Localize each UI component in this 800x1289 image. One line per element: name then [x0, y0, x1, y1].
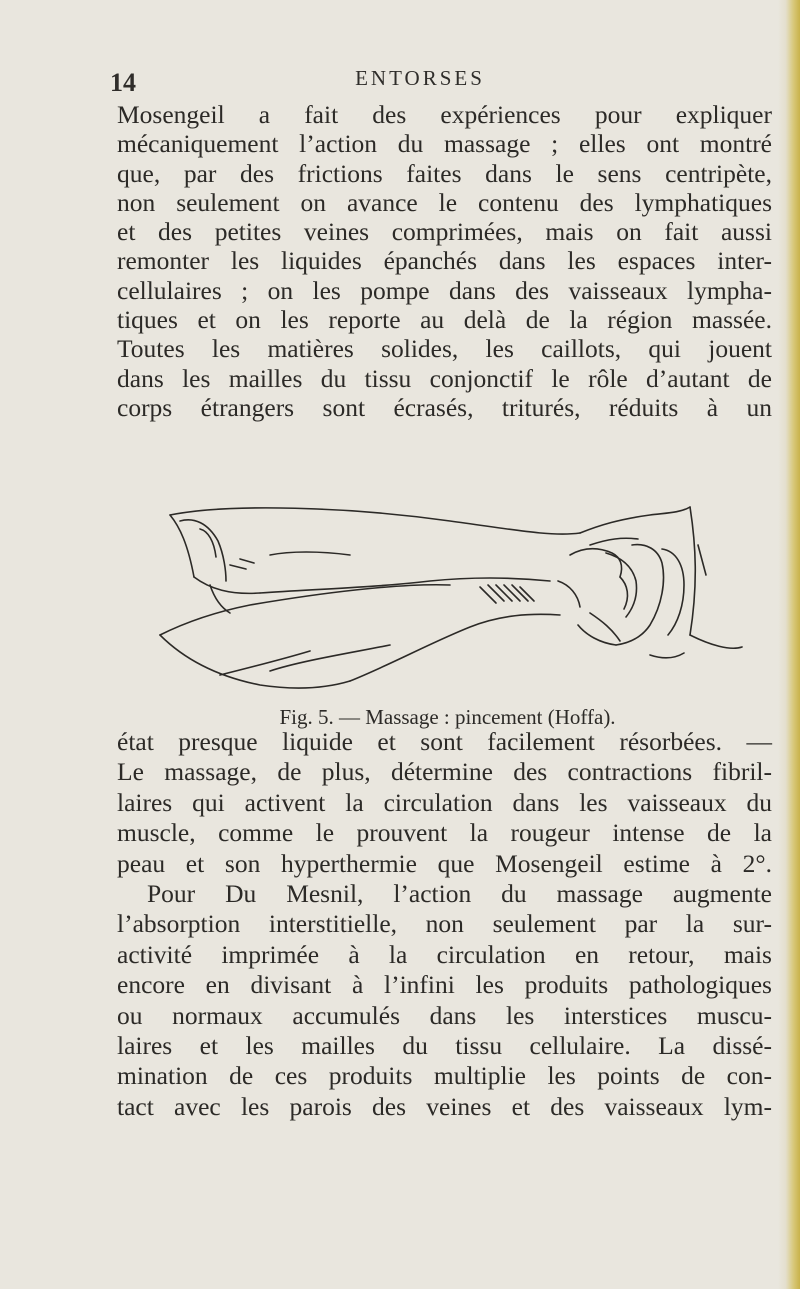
text-line: laires et les mailles du tissu cellulaire. La dissé- — [117, 1031, 772, 1061]
text-line: remonter les liquides épanchés dans les espaces inter- — [117, 246, 772, 276]
text-line: ou normaux accumulés dans les interstices muscu- — [117, 1000, 772, 1030]
text-line: mination de ces produits multiplie les points de con- — [117, 1061, 772, 1091]
figure-massage-pincement — [150, 485, 745, 729]
text-line: Mosengeil a fait des expériences pour expliquer — [117, 100, 772, 129]
paragraph-top — [117, 100, 772, 422]
text-line: cellulaires ; on les pompe dans des vaisseaux lympha- — [117, 275, 772, 305]
text-line: encore en divisant à l’infini les produits pathologiques — [117, 970, 772, 1000]
page-number: 14 — [110, 68, 136, 97]
text-line: Toutes les matières solides, les caillots, qui jouent — [117, 334, 772, 364]
text-line: peau et son hyperthermie que Mosengeil estime à 2°. — [117, 848, 772, 878]
figure-caption: Fig. 5. — Massage : pincement (Hoffa). — [279, 705, 616, 729]
text-line: l’absorption interstitielle, non seulement par la sur- — [117, 909, 772, 939]
paragraph-bottom — [117, 727, 772, 1122]
text-line: non seulement on avance le contenu des lymphatiques — [117, 187, 772, 217]
text-line: mécaniquement l’action du massage ; elles ont montré — [117, 129, 772, 159]
page-edge — [778, 0, 800, 1289]
text-line: tiques et on les reporte au delà de la région massée. — [117, 305, 772, 335]
text-line: tact avec les parois des veines et des vaisseaux lym- — [117, 1091, 772, 1121]
text-line: muscle, comme le prouvent la rougeur intense de la — [117, 818, 772, 848]
text-line: que, par des frictions faites dans le sens centripète, — [117, 158, 772, 188]
text-line: état presque liquide et sont facilement résorbées. — — [117, 727, 772, 756]
text-line: Pour Du Mesnil, l’action du massage augmente — [147, 879, 772, 909]
text-line: activité imprimée à la circulation en retour, mais — [117, 939, 772, 969]
header-title: ENTORSES — [355, 66, 485, 90]
text-line: Le massage, de plus, détermine des contractions fibril- — [117, 757, 772, 787]
running-head — [110, 62, 730, 102]
text-line: et des petites veines comprimées, mais on fait aussi — [117, 217, 772, 247]
text-line: corps étrangers sont écrasés, triturés, réduits à un — [117, 392, 772, 422]
pinching-hands-illustration — [150, 485, 745, 700]
text-line: laires qui activent la circulation dans les vaisseaux du — [117, 787, 772, 817]
text-line: dans les mailles du tissu conjonctif le rôle d’autant de — [117, 363, 772, 393]
